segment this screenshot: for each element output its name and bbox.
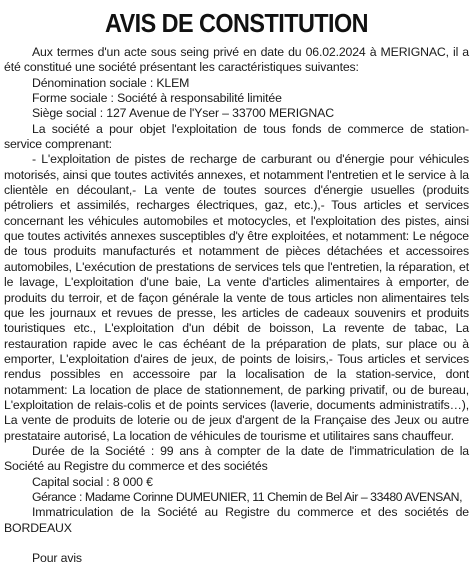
blank-line (4, 536, 469, 551)
closing-line: Pour avis (32, 551, 82, 566)
denomination-line: Dénomination sociale : KLEM (32, 75, 190, 90)
duration-paragraph: Durée de la Société : 99 ans à compter de la date de l'immatriculation de la Société au Registre du commerce et des sociétés (4, 443, 469, 474)
share-capital-line: Capital social : 8 000 € (32, 474, 153, 489)
notice-body (4, 45, 469, 567)
registration-paragraph: Immatriculation de la Société au Registre du commerce et des sociétés de BORDEAUX (4, 505, 469, 535)
legal-form-line: Forme sociale : Société à responsabilité limitée (32, 91, 282, 106)
head-office-line: Siège social : 127 Avenue de l'Yser – 33700 MERIGNAC (32, 106, 334, 121)
notice-title: AVIS DE CONSTITUTION (104, 8, 369, 38)
management-line: Gérance : Madame Corinne DUMEUNIER, 11 Chemin de Bel Air – 33480 AVENSAN, (32, 489, 463, 504)
intro-paragraph: Aux termes d'un acte sous seing privé en date du 06.02.2024 à MERIGNAC, il a été constitué une société présentant les caractéristiques suivantes: (4, 45, 469, 75)
purpose-intro-paragraph: La société a pour objet l'exploitation de tous fonds de commerce de station-service comprenant: (4, 121, 469, 152)
purpose-detail-paragraph: - L'exploitation de pistes de recharge de carburant ou d'énergie pour véhicules motorisés, ainsi que toutes activités annexes, et notamment l'entretien et le service à la clientèle en découlant,- La vente de toutes sources d'énergie usuelles (produits pétroliers et assimilés, recharges électriques, gaz, etc.),- Tous articles et services concernant les véhicules automobiles et motocycles, et l'exploitation des pistes, ainsi que toutes activités annexes susceptibles d'y être exploitées, et notamment: Le négoce de tous produits manufacturés et notamment de pièces détachées et accessoires automobiles, L'exécution de prestations de services tels que l'entretien, la réparation, et le lavage, L'exploitation d'une baie, La vente d'articles alimentaires à emporter, de produits du terroir, et de façon générale la vente de tous articles non alimentaires tels que les journaux et revues de presse, les articles de cadeaux souvenirs et produits touristiques etc., L'exploitation d'un débit de boisson, La revente de tabac, La restauration rapide avec le cas échéant de la préparation de plats, sur place ou à emporter, L'exploitation d'aires de jeux, de points de loisirs,- Tous articles et services rendus possibles en accessoire par la localisation de la station-service, dont notamment: La location de place de stationnement, de parking privatif, ou de bureau, L'exploitation de relais-colis et de points services (laverie, documents administratifs…), La vente de produits de loterie ou de jeux d'argent de la Française des Jeux ou autre prestataire autorisé, La location de véhicules de tourisme et utilitaires sans chauffeur. (4, 152, 469, 443)
